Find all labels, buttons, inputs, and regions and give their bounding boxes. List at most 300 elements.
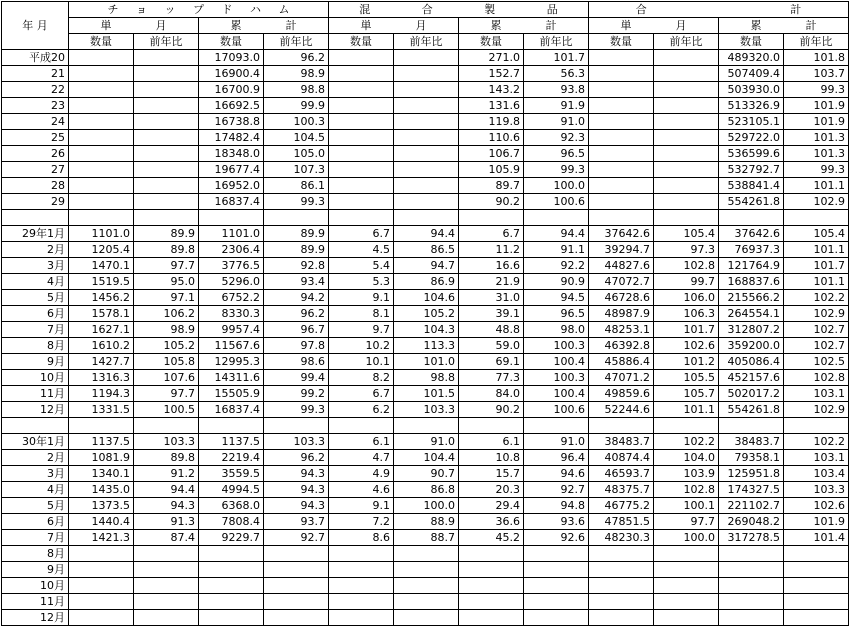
value-cell <box>134 562 199 578</box>
value-cell <box>719 562 784 578</box>
table-row <box>2 178 849 194</box>
value-cell: 94.4 <box>134 482 199 498</box>
table-row <box>2 402 849 418</box>
column-label: 数量 <box>69 34 134 50</box>
value-cell <box>329 66 394 82</box>
empty-cell <box>394 210 459 226</box>
value-cell: 1194.3 <box>69 386 134 402</box>
value-cell: 97.7 <box>134 258 199 274</box>
value-cell: 4.6 <box>329 482 394 498</box>
row-label: 11月 <box>2 594 69 610</box>
value-cell: 105.0 <box>264 146 329 162</box>
table-row <box>2 146 849 162</box>
value-cell: 11567.6 <box>199 338 264 354</box>
value-cell: 98.8 <box>264 82 329 98</box>
value-cell: 15.7 <box>459 466 524 482</box>
value-cell: 17093.0 <box>199 50 264 66</box>
value-cell: 19677.4 <box>199 162 264 178</box>
table-row <box>2 450 849 466</box>
value-cell <box>69 578 134 594</box>
value-cell <box>69 50 134 66</box>
row-label: 10月 <box>2 578 69 594</box>
value-cell <box>654 562 719 578</box>
value-cell: 105.7 <box>654 386 719 402</box>
value-cell <box>654 82 719 98</box>
table-row <box>2 194 849 210</box>
value-cell: 17482.4 <box>199 130 264 146</box>
value-cell: 16900.4 <box>199 66 264 82</box>
table-row <box>2 162 849 178</box>
value-cell <box>394 562 459 578</box>
value-cell <box>459 562 524 578</box>
value-cell: 5.3 <box>329 274 394 290</box>
value-cell: 6.1 <box>459 434 524 450</box>
value-cell: 3559.5 <box>199 466 264 482</box>
statistics-table <box>1 1 849 626</box>
value-cell: 99.7 <box>654 274 719 290</box>
value-cell <box>69 162 134 178</box>
empty-cell <box>329 418 394 434</box>
value-cell: 9229.7 <box>199 530 264 546</box>
value-cell: 106.7 <box>459 146 524 162</box>
row-label: 2月 <box>2 450 69 466</box>
value-cell: 45886.4 <box>589 354 654 370</box>
value-cell <box>459 578 524 594</box>
value-cell: 94.4 <box>524 226 589 242</box>
value-cell: 105.9 <box>459 162 524 178</box>
value-cell: 101.8 <box>784 50 849 66</box>
value-cell: 102.2 <box>784 434 849 450</box>
value-cell: 47851.5 <box>589 514 654 530</box>
value-cell <box>134 130 199 146</box>
value-cell: 40874.4 <box>589 450 654 466</box>
value-cell <box>654 610 719 626</box>
value-cell: 110.6 <box>459 130 524 146</box>
table-row <box>2 82 849 98</box>
value-cell: 92.2 <box>524 258 589 274</box>
value-cell: 16.6 <box>459 258 524 274</box>
value-cell: 405086.4 <box>719 354 784 370</box>
row-label: 11月 <box>2 386 69 402</box>
value-cell <box>589 114 654 130</box>
value-cell: 37642.6 <box>589 226 654 242</box>
value-cell: 39294.7 <box>589 242 654 258</box>
value-cell: 100.6 <box>524 402 589 418</box>
value-cell: 105.4 <box>654 226 719 242</box>
table-row <box>2 258 849 274</box>
value-cell: 107.6 <box>134 370 199 386</box>
value-cell <box>784 610 849 626</box>
empty-cell <box>589 418 654 434</box>
value-cell: 91.0 <box>524 114 589 130</box>
row-label: 7月 <box>2 530 69 546</box>
value-cell: 97.7 <box>654 514 719 530</box>
value-cell <box>134 66 199 82</box>
row-label: 28 <box>2 178 69 194</box>
value-cell <box>69 146 134 162</box>
row-label: 9月 <box>2 354 69 370</box>
value-cell <box>654 546 719 562</box>
value-cell: 96.7 <box>264 322 329 338</box>
value-cell: 48230.3 <box>589 530 654 546</box>
value-cell: 99.3 <box>524 162 589 178</box>
empty-cell <box>459 210 524 226</box>
value-cell: 93.7 <box>264 514 329 530</box>
value-cell: 86.9 <box>394 274 459 290</box>
value-cell: 16952.0 <box>199 178 264 194</box>
row-label: 3月 <box>2 466 69 482</box>
value-cell: 101.1 <box>784 242 849 258</box>
table-row <box>2 546 849 562</box>
empty-cell <box>329 210 394 226</box>
column-label: 前年比 <box>654 34 719 50</box>
value-cell <box>264 546 329 562</box>
empty-cell <box>199 418 264 434</box>
value-cell: 96.4 <box>524 450 589 466</box>
row-label: 30年1月 <box>2 434 69 450</box>
value-cell <box>524 594 589 610</box>
row-label: 4月 <box>2 274 69 290</box>
value-cell: 45.2 <box>459 530 524 546</box>
empty-cell <box>394 418 459 434</box>
value-cell <box>394 130 459 146</box>
value-cell <box>654 114 719 130</box>
value-cell: 99.3 <box>784 162 849 178</box>
table-row <box>2 98 849 114</box>
value-cell <box>69 546 134 562</box>
value-cell: 47071.2 <box>589 370 654 386</box>
value-cell: 1427.7 <box>69 354 134 370</box>
value-cell: 6.7 <box>329 386 394 402</box>
value-cell: 100.0 <box>654 530 719 546</box>
value-cell <box>134 178 199 194</box>
value-cell: 76937.3 <box>719 242 784 258</box>
value-cell: 52244.6 <box>589 402 654 418</box>
value-cell: 11.2 <box>459 242 524 258</box>
empty-cell <box>134 210 199 226</box>
value-cell: 46728.6 <box>589 290 654 306</box>
value-cell: 100.1 <box>654 498 719 514</box>
value-cell: 152.7 <box>459 66 524 82</box>
value-cell: 507409.4 <box>719 66 784 82</box>
empty-cell <box>199 210 264 226</box>
value-cell: 84.0 <box>459 386 524 402</box>
value-cell: 536599.6 <box>719 146 784 162</box>
value-cell: 105.2 <box>394 306 459 322</box>
value-cell: 10.2 <box>329 338 394 354</box>
value-cell <box>654 178 719 194</box>
value-cell <box>69 562 134 578</box>
value-cell: 107.3 <box>264 162 329 178</box>
value-cell: 502017.2 <box>719 386 784 402</box>
value-cell: 91.0 <box>394 434 459 450</box>
value-cell: 532792.7 <box>719 162 784 178</box>
value-cell: 101.2 <box>654 354 719 370</box>
value-cell: 317278.5 <box>719 530 784 546</box>
spacer-row <box>2 418 849 434</box>
value-cell: 102.8 <box>784 370 849 386</box>
value-cell: 106.3 <box>654 306 719 322</box>
value-cell <box>329 594 394 610</box>
value-cell: 99.3 <box>784 82 849 98</box>
value-cell: 47072.7 <box>589 274 654 290</box>
value-cell <box>329 610 394 626</box>
value-cell: 102.9 <box>784 306 849 322</box>
value-cell: 15505.9 <box>199 386 264 402</box>
row-label: 29 <box>2 194 69 210</box>
value-cell: 14311.6 <box>199 370 264 386</box>
value-cell: 7.2 <box>329 514 394 530</box>
value-cell <box>589 562 654 578</box>
value-cell <box>654 162 719 178</box>
value-cell <box>329 546 394 562</box>
value-cell: 1137.5 <box>199 434 264 450</box>
value-cell: 2219.4 <box>199 450 264 466</box>
value-cell: 101.1 <box>784 274 849 290</box>
value-cell: 215566.2 <box>719 290 784 306</box>
sub-header-single-month: 単 月 <box>69 18 199 34</box>
value-cell <box>654 578 719 594</box>
value-cell: 503930.0 <box>719 82 784 98</box>
value-cell: 271.0 <box>459 50 524 66</box>
value-cell <box>264 594 329 610</box>
value-cell: 103.3 <box>784 482 849 498</box>
value-cell <box>199 578 264 594</box>
value-cell: 105.8 <box>134 354 199 370</box>
category-header-mixed-products: 混 合 製 品 <box>329 2 589 18</box>
row-label: 12月 <box>2 610 69 626</box>
empty-cell <box>654 418 719 434</box>
value-cell <box>459 610 524 626</box>
table-row <box>2 274 849 290</box>
value-cell: 99.3 <box>264 402 329 418</box>
value-cell <box>654 194 719 210</box>
value-cell: 1137.5 <box>69 434 134 450</box>
value-cell: 98.8 <box>394 370 459 386</box>
value-cell: 16837.4 <box>199 194 264 210</box>
value-cell: 1101.0 <box>199 226 264 242</box>
value-cell: 1578.1 <box>69 306 134 322</box>
value-cell: 104.5 <box>264 130 329 146</box>
row-label: 5月 <box>2 498 69 514</box>
value-cell: 94.3 <box>264 498 329 514</box>
value-cell: 97.1 <box>134 290 199 306</box>
value-cell <box>784 562 849 578</box>
value-cell: 99.9 <box>264 98 329 114</box>
value-cell: 101.5 <box>394 386 459 402</box>
value-cell <box>719 610 784 626</box>
column-label: 前年比 <box>134 34 199 50</box>
value-cell: 48.8 <box>459 322 524 338</box>
value-cell <box>459 594 524 610</box>
value-cell: 102.7 <box>784 322 849 338</box>
value-cell: 100.0 <box>524 178 589 194</box>
value-cell: 489320.0 <box>719 50 784 66</box>
value-cell: 8.6 <box>329 530 394 546</box>
value-cell: 90.7 <box>394 466 459 482</box>
corner-label: 年 月 <box>2 2 69 50</box>
value-cell: 529722.0 <box>719 130 784 146</box>
value-cell: 1519.5 <box>69 274 134 290</box>
value-cell: 103.3 <box>394 402 459 418</box>
value-cell: 18348.0 <box>199 146 264 162</box>
column-label: 前年比 <box>394 34 459 50</box>
value-cell: 38483.7 <box>589 434 654 450</box>
value-cell <box>329 146 394 162</box>
value-cell: 1101.0 <box>69 226 134 242</box>
table-row <box>2 562 849 578</box>
value-cell <box>394 82 459 98</box>
value-cell <box>654 98 719 114</box>
value-cell: 98.0 <box>524 322 589 338</box>
value-cell: 101.7 <box>784 258 849 274</box>
value-cell: 6.7 <box>329 226 394 242</box>
value-cell: 7808.4 <box>199 514 264 530</box>
empty-cell <box>2 210 69 226</box>
value-cell: 89.8 <box>134 450 199 466</box>
value-cell: 94.8 <box>524 498 589 514</box>
empty-cell <box>524 418 589 434</box>
value-cell: 1610.2 <box>69 338 134 354</box>
column-label: 前年比 <box>784 34 849 50</box>
column-label: 前年比 <box>524 34 589 50</box>
value-cell: 10.1 <box>329 354 394 370</box>
row-label: 27 <box>2 162 69 178</box>
value-cell <box>69 130 134 146</box>
value-cell: 104.6 <box>394 290 459 306</box>
value-cell: 452157.6 <box>719 370 784 386</box>
value-cell: 59.0 <box>459 338 524 354</box>
value-cell: 9.7 <box>329 322 394 338</box>
table-row <box>2 354 849 370</box>
value-cell: 102.2 <box>654 434 719 450</box>
value-cell <box>394 594 459 610</box>
value-cell: 96.2 <box>264 306 329 322</box>
column-label: 数量 <box>719 34 784 50</box>
empty-cell <box>784 210 849 226</box>
value-cell <box>394 578 459 594</box>
value-cell <box>69 194 134 210</box>
value-cell <box>589 130 654 146</box>
value-cell: 106.2 <box>134 306 199 322</box>
value-cell: 101.4 <box>784 530 849 546</box>
table-row <box>2 386 849 402</box>
value-cell <box>264 578 329 594</box>
row-label: 24 <box>2 114 69 130</box>
value-cell: 99.4 <box>264 370 329 386</box>
value-cell: 89.7 <box>459 178 524 194</box>
value-cell: 38483.7 <box>719 434 784 450</box>
value-cell <box>589 50 654 66</box>
value-cell: 89.8 <box>134 242 199 258</box>
value-cell <box>134 50 199 66</box>
value-cell: 102.5 <box>784 354 849 370</box>
value-cell: 48987.9 <box>589 306 654 322</box>
table-row <box>2 50 849 66</box>
value-cell: 5.4 <box>329 258 394 274</box>
value-cell: 20.3 <box>459 482 524 498</box>
value-cell <box>589 194 654 210</box>
value-cell <box>589 66 654 82</box>
value-cell: 86.8 <box>394 482 459 498</box>
value-cell: 554261.8 <box>719 402 784 418</box>
value-cell <box>134 546 199 562</box>
value-cell <box>784 594 849 610</box>
value-cell: 1316.3 <box>69 370 134 386</box>
value-cell: 46775.2 <box>589 498 654 514</box>
row-label: 29年1月 <box>2 226 69 242</box>
category-header-chopped-ham: チ ョ ッ プ ド ハ ム <box>69 2 329 18</box>
value-cell <box>329 178 394 194</box>
row-label: 26 <box>2 146 69 162</box>
empty-cell <box>264 210 329 226</box>
value-cell <box>329 114 394 130</box>
value-cell <box>394 66 459 82</box>
value-cell: 88.7 <box>394 530 459 546</box>
value-cell <box>654 146 719 162</box>
value-cell <box>394 546 459 562</box>
row-label: 3月 <box>2 258 69 274</box>
value-cell: 91.1 <box>524 242 589 258</box>
value-cell <box>654 130 719 146</box>
value-cell: 10.8 <box>459 450 524 466</box>
table-row <box>2 530 849 546</box>
row-label: 8月 <box>2 546 69 562</box>
value-cell: 77.3 <box>459 370 524 386</box>
value-cell: 89.9 <box>264 242 329 258</box>
value-cell: 86.5 <box>394 242 459 258</box>
value-cell <box>134 146 199 162</box>
value-cell: 4.5 <box>329 242 394 258</box>
value-cell <box>264 562 329 578</box>
value-cell: 101.9 <box>784 514 849 530</box>
row-label: 2月 <box>2 242 69 258</box>
value-cell: 105.4 <box>784 226 849 242</box>
value-cell: 1373.5 <box>69 498 134 514</box>
value-cell <box>394 114 459 130</box>
value-cell <box>69 66 134 82</box>
value-cell <box>69 114 134 130</box>
value-cell: 94.7 <box>394 258 459 274</box>
value-cell <box>589 82 654 98</box>
value-cell: 94.3 <box>134 498 199 514</box>
table-row <box>2 594 849 610</box>
value-cell: 93.6 <box>524 514 589 530</box>
value-cell: 44827.6 <box>589 258 654 274</box>
value-cell: 101.9 <box>784 98 849 114</box>
value-cell <box>329 130 394 146</box>
value-cell: 125951.8 <box>719 466 784 482</box>
value-cell: 174327.5 <box>719 482 784 498</box>
value-cell: 104.3 <box>394 322 459 338</box>
value-cell: 103.3 <box>134 434 199 450</box>
value-cell: 105.5 <box>654 370 719 386</box>
value-cell: 103.9 <box>654 466 719 482</box>
value-cell: 101.7 <box>524 50 589 66</box>
empty-cell <box>2 418 69 434</box>
table-row <box>2 482 849 498</box>
value-cell: 104.0 <box>654 450 719 466</box>
value-cell: 97.8 <box>264 338 329 354</box>
value-cell: 131.6 <box>459 98 524 114</box>
value-cell: 1205.4 <box>69 242 134 258</box>
row-label: 25 <box>2 130 69 146</box>
value-cell <box>459 546 524 562</box>
value-cell: 4.9 <box>329 466 394 482</box>
value-cell: 3776.5 <box>199 258 264 274</box>
value-cell <box>394 162 459 178</box>
value-cell <box>329 82 394 98</box>
